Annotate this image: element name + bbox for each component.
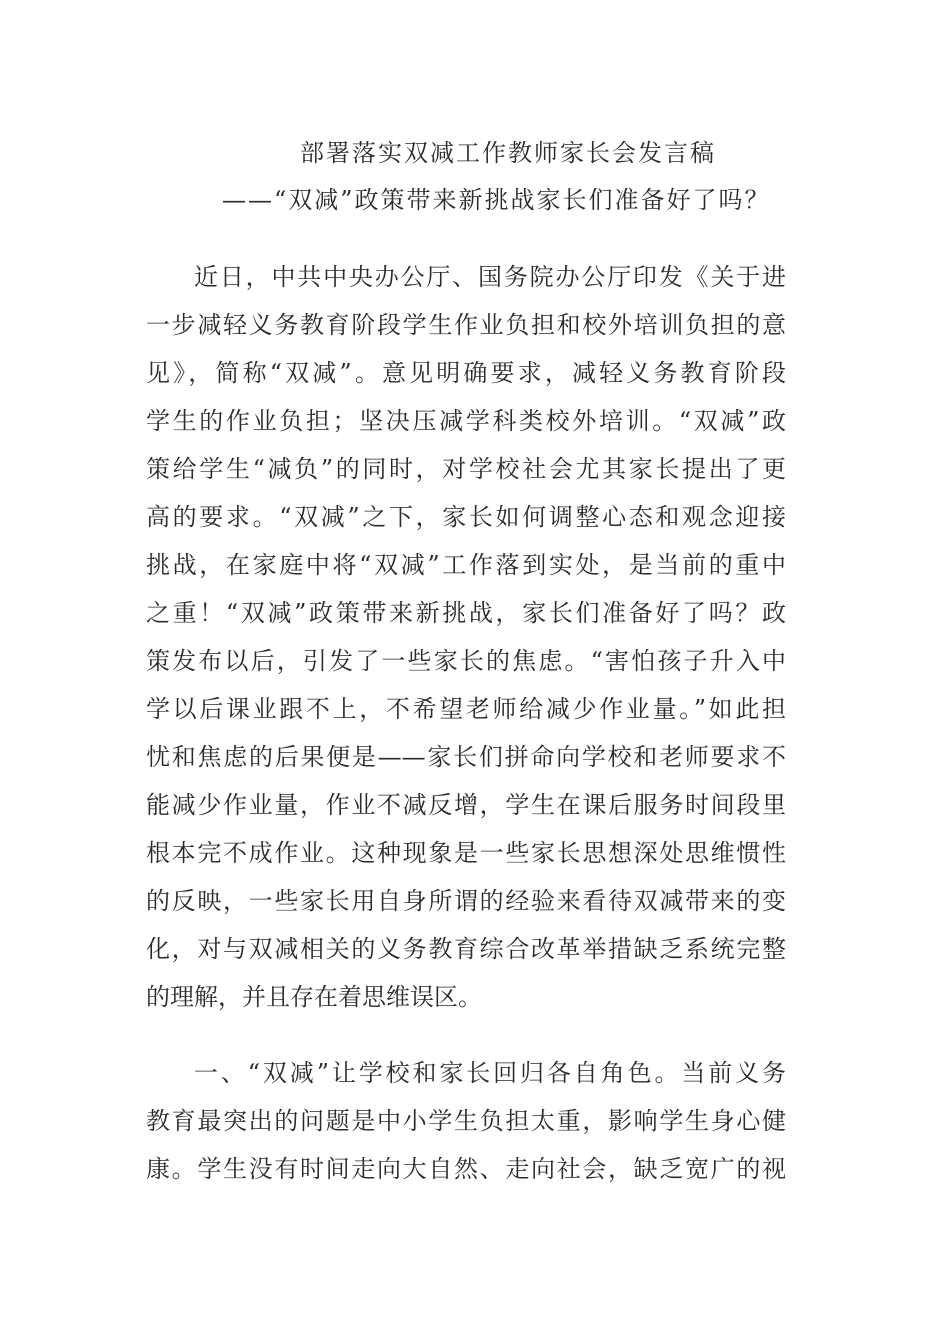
paragraph-line: 学以后课业跟不上，不希望老师给减少作业量。”如此担 (146, 695, 786, 723)
paragraph-line: 化，对与双减相关的义务教育综合改革举措缺乏系统完整 (146, 935, 786, 963)
paragraph-line: 一步减轻义务教育阶段学生作业负担和校外培训负担的意 (146, 311, 786, 339)
paragraph-line: 近日，中共中央办公厅、国务院办公厅印发《关于进 (194, 263, 786, 291)
paragraph-line: 能减少作业量，作业不减反增，学生在课后服务时间段里 (146, 791, 786, 819)
paragraph-line: 一、“双减”让学校和家长回归各自角色。当前义务 (194, 1059, 786, 1087)
paragraph-2 (146, 1049, 786, 1193)
paragraph-line: 的反映，一些家长用自身所谓的经验来看待双减带来的变 (146, 887, 786, 915)
document-subtitle: ——“双减”政策带来新挑战家长们准备好了吗？ (222, 186, 771, 214)
paragraph-line: 忧和焦虑的后果便是——家长们拼命向学校和老师要求不 (146, 743, 786, 771)
paragraph-line: 的理解，并且存在着思维误区。 (146, 983, 482, 1011)
paragraph-line: 之重！“双减”政策带来新挑战，家长们准备好了吗？政 (146, 599, 786, 627)
paragraph-line: 策发布以后，引发了一些家长的焦虑。“害怕孩子升入中 (146, 647, 786, 675)
paragraph-line: 策给学生“减负”的同时，对学校社会尤其家长提出了更 (146, 455, 786, 483)
paragraph-line: 见》，简称“双减”。意见明确要求，减轻义务教育阶段 (146, 359, 786, 387)
document-title: 部署落实双减工作教师家长会发言稿 (300, 139, 716, 167)
paragraph-line: 教育最突出的问题是中小学生负担太重，影响学生身心健 (146, 1107, 786, 1135)
paragraph-line: 根本完不成作业。这种现象是一些家长思想深处思维惯性 (146, 839, 786, 867)
paragraph-1 (146, 253, 786, 1021)
paragraph-line: 高的要求。“双减”之下，家长如何调整心态和观念迎接 (146, 503, 786, 531)
paragraph-line: 康。学生没有时间走向大自然、走向社会，缺乏宽广的视 (146, 1155, 786, 1183)
paragraph-line: 学生的作业负担；坚决压减学科类校外培训。“双减”政 (146, 407, 786, 435)
paragraph-line: 挑战，在家庭中将“双减”工作落到实处，是当前的重中 (146, 551, 786, 579)
